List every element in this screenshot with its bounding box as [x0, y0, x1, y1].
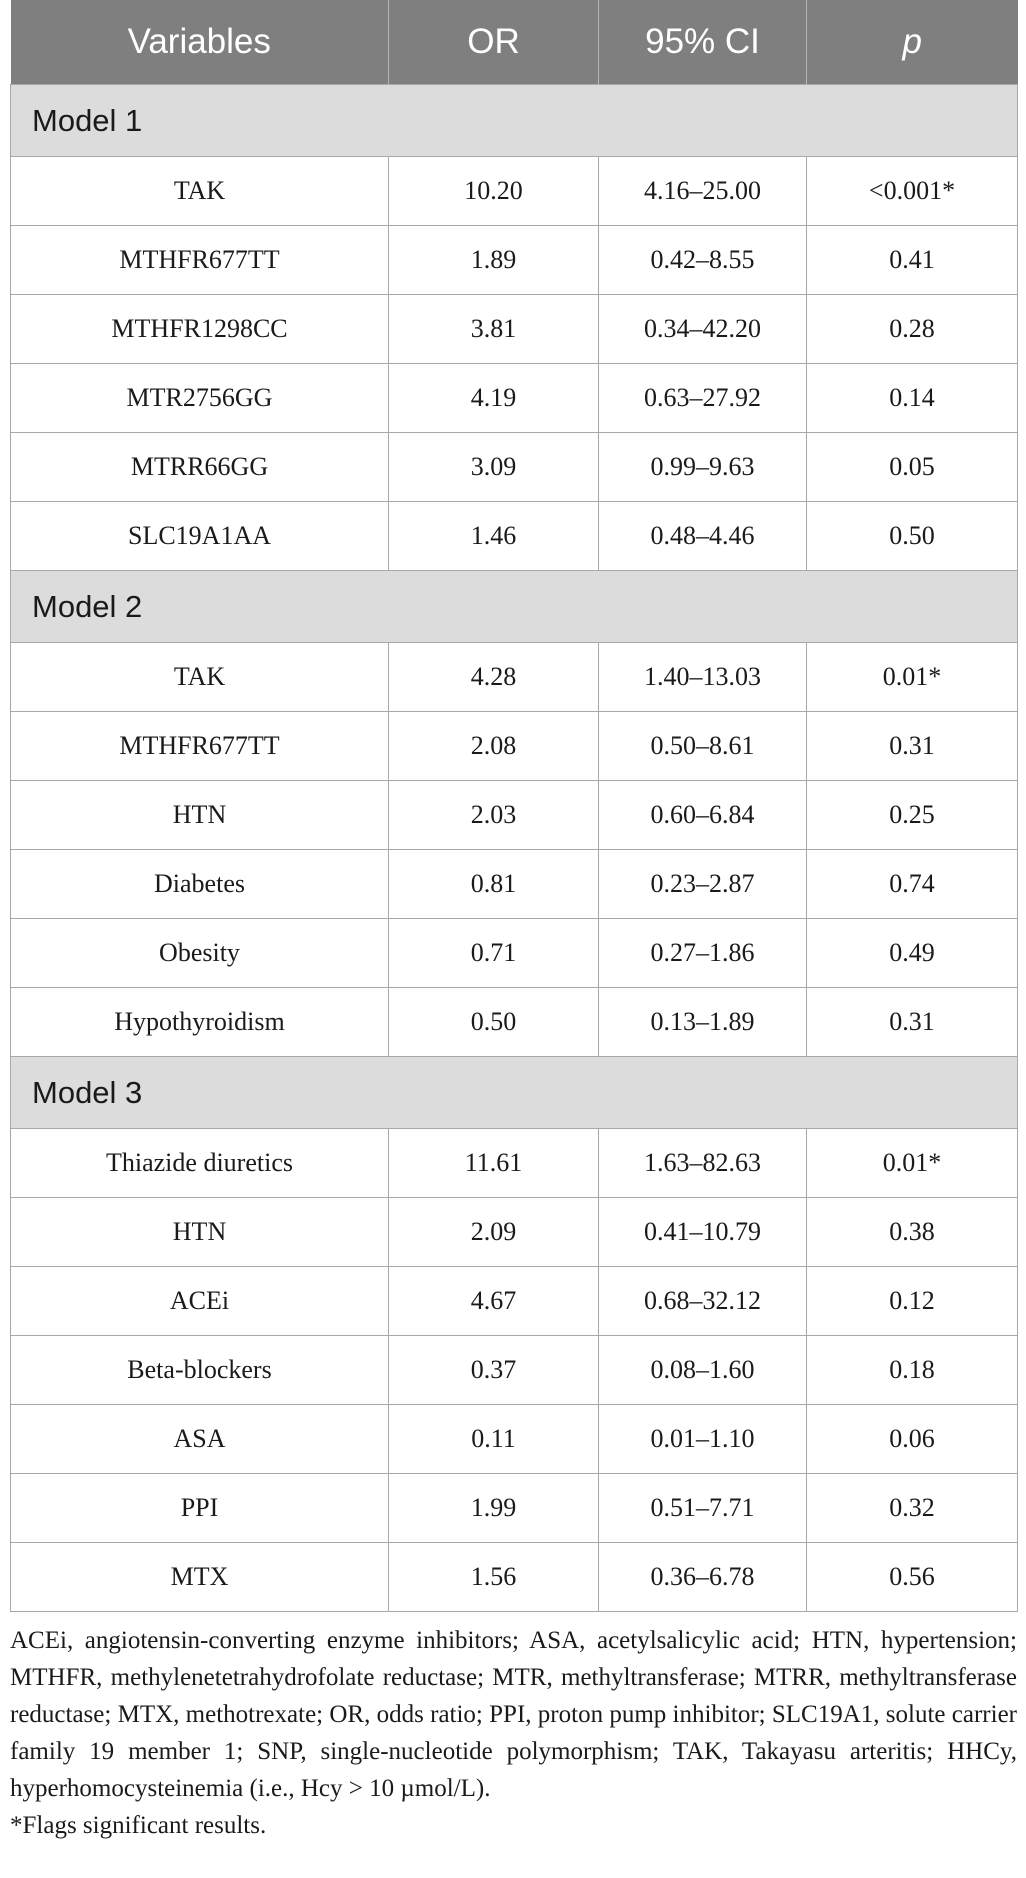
cell-ci: 0.08–1.60 [599, 1336, 807, 1405]
cell-or: 0.11 [389, 1405, 599, 1474]
cell-ci: 1.63–82.63 [599, 1129, 807, 1198]
cell-variable: MTHFR677TT [11, 226, 389, 295]
cell-variable: TAK [11, 157, 389, 226]
table-row [11, 502, 1018, 571]
cell-variable: PPI [11, 1474, 389, 1543]
table-row [11, 1267, 1018, 1336]
cell-ci: 0.48–4.46 [599, 502, 807, 571]
cell-or: 1.89 [389, 226, 599, 295]
cell-p: <0.001* [807, 157, 1018, 226]
header-row [11, 0, 1018, 85]
table-row [11, 712, 1018, 781]
cell-p: 0.14 [807, 364, 1018, 433]
cell-or: 4.28 [389, 643, 599, 712]
cell-ci: 0.23–2.87 [599, 850, 807, 919]
cell-p: 0.31 [807, 712, 1018, 781]
table-row [11, 157, 1018, 226]
cell-p: 0.41 [807, 226, 1018, 295]
table-row [11, 1543, 1018, 1612]
cell-or: 0.50 [389, 988, 599, 1057]
cell-ci: 4.16–25.00 [599, 157, 807, 226]
cell-p: 0.28 [807, 295, 1018, 364]
cell-p: 0.25 [807, 781, 1018, 850]
cell-ci: 0.42–8.55 [599, 226, 807, 295]
table-row [11, 850, 1018, 919]
table-row [11, 364, 1018, 433]
cell-ci: 0.99–9.63 [599, 433, 807, 502]
table-row [11, 1474, 1018, 1543]
cell-or: 3.09 [389, 433, 599, 502]
cell-ci: 0.60–6.84 [599, 781, 807, 850]
cell-or: 1.99 [389, 1474, 599, 1543]
model-header-row [11, 1057, 1018, 1129]
cell-ci: 0.41–10.79 [599, 1198, 807, 1267]
cell-or: 0.81 [389, 850, 599, 919]
cell-variable: HTN [11, 1198, 389, 1267]
cell-p: 0.06 [807, 1405, 1018, 1474]
cell-p: 0.18 [807, 1336, 1018, 1405]
cell-or: 11.61 [389, 1129, 599, 1198]
cell-ci: 1.40–13.03 [599, 643, 807, 712]
cell-p: 0.05 [807, 433, 1018, 502]
cell-p: 0.31 [807, 988, 1018, 1057]
regression-table [10, 0, 1018, 1612]
cell-p: 0.01* [807, 643, 1018, 712]
header-ci: 95% CI [599, 0, 807, 85]
cell-ci: 0.36–6.78 [599, 1543, 807, 1612]
cell-or: 1.46 [389, 502, 599, 571]
table-row [11, 643, 1018, 712]
header-or: OR [389, 0, 599, 85]
cell-or: 4.67 [389, 1267, 599, 1336]
cell-ci: 0.27–1.86 [599, 919, 807, 988]
cell-or: 3.81 [389, 295, 599, 364]
cell-or: 4.19 [389, 364, 599, 433]
table-row [11, 781, 1018, 850]
cell-p: 0.56 [807, 1543, 1018, 1612]
cell-variable: Beta-blockers [11, 1336, 389, 1405]
model-header-row [11, 85, 1018, 157]
cell-variable: ASA [11, 1405, 389, 1474]
model-header-row [11, 571, 1018, 643]
cell-p: 0.38 [807, 1198, 1018, 1267]
cell-ci: 0.51–7.71 [599, 1474, 807, 1543]
cell-variable: MTHFR677TT [11, 712, 389, 781]
cell-variable: Thiazide diuretics [11, 1129, 389, 1198]
cell-variable: MTR2756GG [11, 364, 389, 433]
cell-variable: HTN [11, 781, 389, 850]
table-row [11, 919, 1018, 988]
cell-ci: 0.13–1.89 [599, 988, 807, 1057]
cell-or: 0.71 [389, 919, 599, 988]
cell-or: 0.37 [389, 1336, 599, 1405]
cell-or: 1.56 [389, 1543, 599, 1612]
abbreviations-footnote: ACEi, angiotensin-converting enzyme inhibitors; ASA, acetylsalicylic acid; HTN, hypertension; MTHFR, methylenetetrahydrofolate reductase; MTR, methyltransferase; MTRR, methyltransferase reductase; MTX, methotrexate; OR, odds ratio; PPI, proton pump inhibitor; SLC19A1, solute carrier family 19 member 1; SNP, single-nucleotide polymorphism; TAK, Takayasu arteritis; HHCy, hyperhomocysteinemia (i.e., Hcy > 10 µmol/L). [10, 1627, 1017, 1802]
cell-or: 2.09 [389, 1198, 599, 1267]
table-body [11, 85, 1018, 1612]
cell-variable: Hypothyroidism [11, 988, 389, 1057]
cell-ci: 0.68–32.12 [599, 1267, 807, 1336]
cell-p: 0.01* [807, 1129, 1018, 1198]
cell-variable: MTRR66GG [11, 433, 389, 502]
cell-variable: MTX [11, 1543, 389, 1612]
cell-p: 0.32 [807, 1474, 1018, 1543]
model-title: Model 1 [11, 85, 1018, 157]
table-row [11, 1336, 1018, 1405]
cell-variable: TAK [11, 643, 389, 712]
table-row [11, 1198, 1018, 1267]
cell-ci: 0.50–8.61 [599, 712, 807, 781]
cell-p: 0.74 [807, 850, 1018, 919]
cell-p: 0.12 [807, 1267, 1018, 1336]
cell-variable: ACEi [11, 1267, 389, 1336]
cell-variable: SLC19A1AA [11, 502, 389, 571]
table-footnotes [10, 1622, 1017, 1844]
table-row [11, 433, 1018, 502]
cell-ci: 0.63–27.92 [599, 364, 807, 433]
header-p: p [807, 0, 1018, 85]
cell-or: 2.03 [389, 781, 599, 850]
model-title: Model 3 [11, 1057, 1018, 1129]
significance-footnote: *Flags significant results. [10, 1812, 267, 1839]
model-title: Model 2 [11, 571, 1018, 643]
cell-p: 0.49 [807, 919, 1018, 988]
cell-or: 10.20 [389, 157, 599, 226]
table-row [11, 988, 1018, 1057]
cell-ci: 0.34–42.20 [599, 295, 807, 364]
cell-variable: Obesity [11, 919, 389, 988]
table-row [11, 295, 1018, 364]
cell-ci: 0.01–1.10 [599, 1405, 807, 1474]
cell-p: 0.50 [807, 502, 1018, 571]
cell-or: 2.08 [389, 712, 599, 781]
table-row [11, 226, 1018, 295]
cell-variable: MTHFR1298CC [11, 295, 389, 364]
table-row [11, 1405, 1018, 1474]
table-container [10, 0, 1017, 1844]
header-variables: Variables [11, 0, 389, 85]
table-row [11, 1129, 1018, 1198]
cell-variable: Diabetes [11, 850, 389, 919]
